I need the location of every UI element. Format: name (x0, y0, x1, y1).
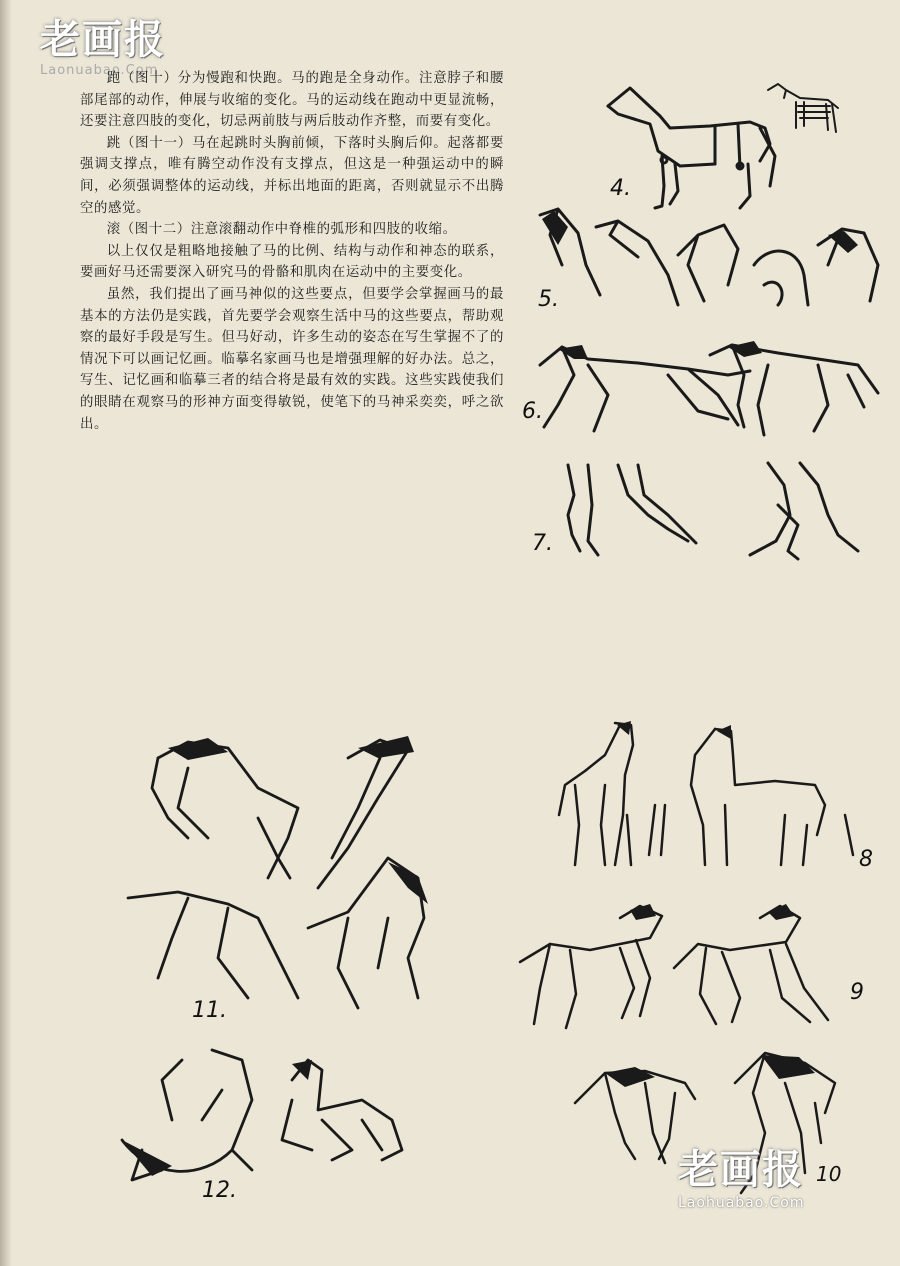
figure-9-trotting-horses (510, 898, 885, 1038)
paragraph-roll: 滚（图十二）注意滚翻动作中脊椎的弧形和四肢的收缩。 (106, 222, 457, 238)
figure-number-11: 11. (192, 998, 227, 1023)
article-text (80, 68, 504, 435)
rolling-horses-drawing (112, 1040, 412, 1210)
figure-11-jumping-horses (118, 728, 448, 1028)
paragraph-jump: 跳（图十一）马在起跳时头胸前倾，下落时头胸后仰。起落都要强调支撑点，唯有腾空动作没有支撑点，但这是一种强运动中的瞬间，必须强调整体的运动线，并标出地面的距离，否则就显示不出腾空的感觉。 (80, 135, 504, 216)
figure-number-10: 10 (816, 1162, 842, 1186)
horse-legs-drawing (528, 455, 868, 565)
horse-structure-drawing (600, 76, 850, 216)
page-edge-shadow (0, 0, 12, 1266)
figure-12-rolling-horses (112, 1040, 412, 1210)
watermark-text: 老画报 (678, 1147, 804, 1193)
running-horses-drawing (518, 335, 890, 450)
figure-7-horse-legs (528, 455, 868, 565)
paragraph-run: 跑（图十）分为慢跑和快跑。马的跑是全身动作。注意脖子和腰部尾部的动作，伸展与收缩的变化。马的运动线在跑动中更显流畅，还要注意四肢的变化，切忌两前肢与两后肢动作齐整，而要有变化。 (80, 71, 504, 130)
figure-number-4: 4. (610, 176, 631, 201)
standing-horses-drawing (545, 715, 890, 880)
figure-number-6: 6. (522, 399, 543, 424)
trotting-horses-drawing (510, 898, 885, 1038)
figure-number-5: 5. (538, 287, 559, 312)
figure-6-running-horses (518, 335, 890, 450)
figure-5-horse-heads (528, 205, 888, 315)
figure-8-standing-horses (545, 715, 890, 880)
figure-number-7: 7. (532, 531, 553, 556)
watermark-logo-bottom (678, 1138, 848, 1218)
watermark-url: Laonuabao.Com (40, 63, 159, 78)
figure-number-8: 8 (859, 847, 873, 872)
figure-number-9: 9 (850, 980, 864, 1005)
paragraph-summary: 以上仅仅是粗略地接触了马的比例、结构与动作和神态的联系，要画好马还需要深入研究马的骨骼和肌肉在运动中的主要变化。 (80, 243, 504, 281)
horse-heads-drawing (528, 205, 888, 315)
watermark-text: 老画报 (40, 17, 166, 63)
watermark-url: Laohuabao.Com (678, 1195, 805, 1211)
paragraph-practice: 虽然，我们提出了画马神似的这些要点，但要学会掌握画马的最基本的方法仍是实践，首先要学会观察生活中马的这些要点，帮助观察的最好手段是写生。但马好动，许多生动的姿态在写生掌握不了的情况下可以画记忆画。临摹名家画马也是增强理解的好办法。总之，写生、记忆画和临摹三者的结合将是最有效的实践。这些实践使我们的眼睛在观察马的形神方面变得敏锐，使笔下的马神采奕奕，呼之欲出。 (80, 286, 504, 432)
jumping-horses-drawing (118, 728, 448, 1028)
figure-4-horse-structure (600, 76, 850, 216)
figure-number-12: 12. (202, 1178, 237, 1203)
